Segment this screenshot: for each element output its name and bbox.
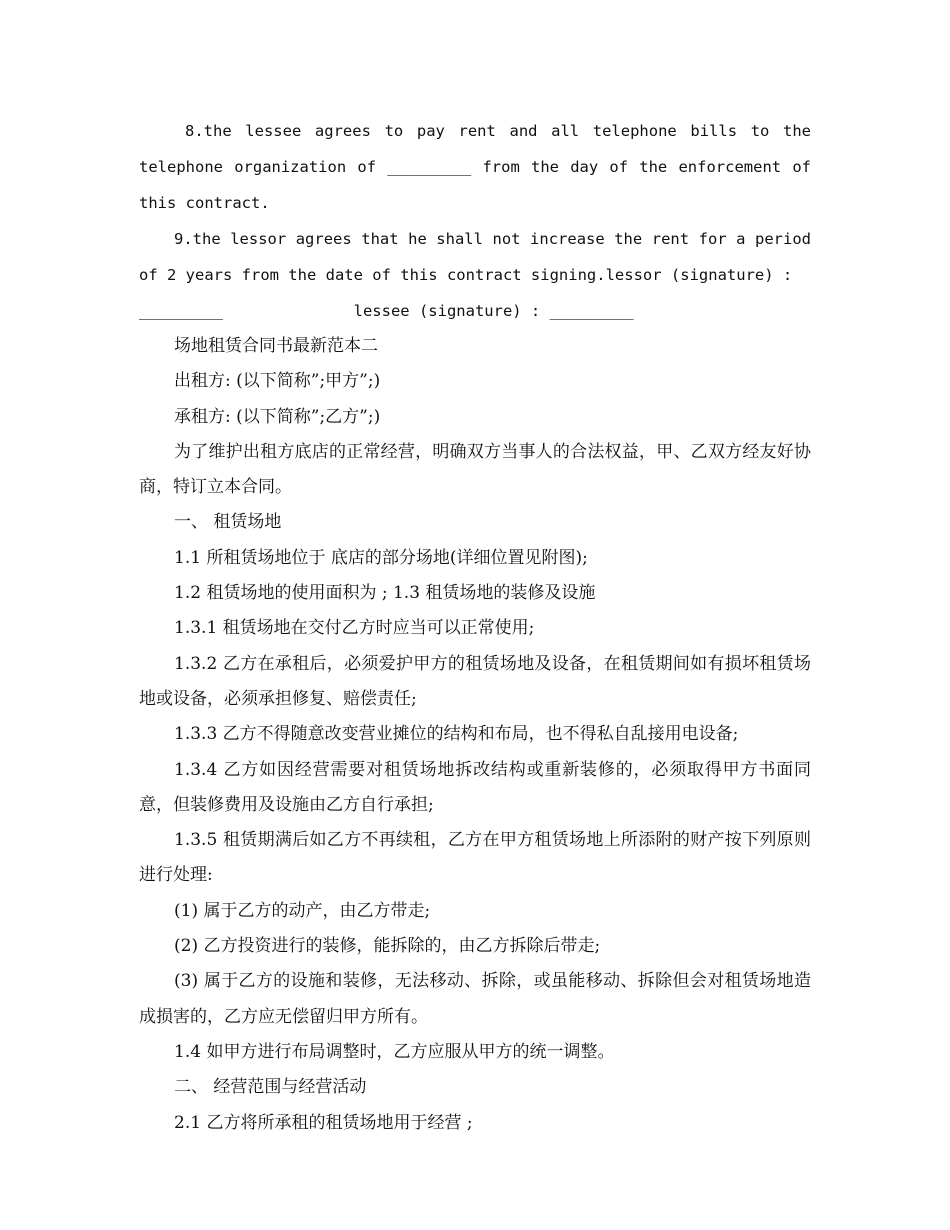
clause-1-1: 1.1 所租赁场地位于 底店的部分场地(详细位置见附图); <box>174 547 588 568</box>
signature-line <box>139 293 811 329</box>
section-heading-1: 一、 租赁场地 <box>174 512 282 533</box>
lessor-party: 出租方: (以下简称”;甲方”;) <box>174 371 381 392</box>
section-heading-2: 二、 经营范围与经营活动 <box>174 1077 367 1098</box>
signature-line-text: _________ lessee (signature) : _________ <box>139 302 634 320</box>
contract-title: 场地租赁合同书最新范本二 <box>174 336 378 356</box>
clause-8: 8.the lessee agrees to pay rent and all telephone bills to the telephone organization of _________ from the day of the enforcement of this contract. <box>139 122 811 212</box>
list-item-1: (1) 属于乙方的动产，由乙方带走; <box>174 900 431 921</box>
clause-1-3-5: 1.3.5 租赁期满后如乙方不再续租，乙方在甲方租赁场地上所添附的财产按下列原则进行处理: <box>139 830 811 886</box>
list-item-3: (3) 属于乙方的设施和装修，无法移动、拆除，或虽能移动、拆除但会对租赁场地造成损害的，乙方应无偿留归甲方所有。 <box>139 971 811 1027</box>
lessee-party: 承租方: (以下简称”;乙方”;) <box>174 406 381 427</box>
clause-1-4: 1.4 如甲方进行布局调整时，乙方应服从甲方的统一调整。 <box>174 1041 615 1062</box>
clause-1-2: 1.2 租赁场地的使用面积为 ; 1.3 租赁场地的装修及设施 <box>174 583 596 604</box>
clause-1-3-3: 1.3.3 乙方不得随意改变营业摊位的结构和布局，也不得私自乱接用电设备; <box>174 724 739 745</box>
clause-9: 9.the lessor agrees that he shall not increase the rent for a period of 2 years from the date of this contract signing.lessor (signature) : <box>139 230 811 284</box>
clause-1-3-4: 1.3.4 乙方如因经营需要对租赁场地拆改结构或重新装修的，必须取得甲方书面同意，但装修费用及设施由乙方自行承担; <box>139 759 811 815</box>
document-body <box>139 113 811 1141</box>
preamble: 为了维护出租方底店的正常经营，明确双方当事人的合法权益，甲、乙双方经友好协商，特订立本合同。 <box>139 441 811 498</box>
list-item-2: (2) 乙方投资进行的装修，能拆除的，由乙方拆除后带走; <box>174 936 601 957</box>
clause-1-3-1: 1.3.1 租赁场地在交付乙方时应当可以正常使用; <box>174 618 535 639</box>
clause-2-1: 2.1 乙方将所承租的租赁场地用于经营 ; <box>174 1112 473 1133</box>
clause-1-3-2: 1.3.2 乙方在承租后，必须爱护甲方的租赁场地及设备，在租赁期间如有损坏租赁场地或设备，必须承担修复、赔偿责任; <box>139 653 811 709</box>
